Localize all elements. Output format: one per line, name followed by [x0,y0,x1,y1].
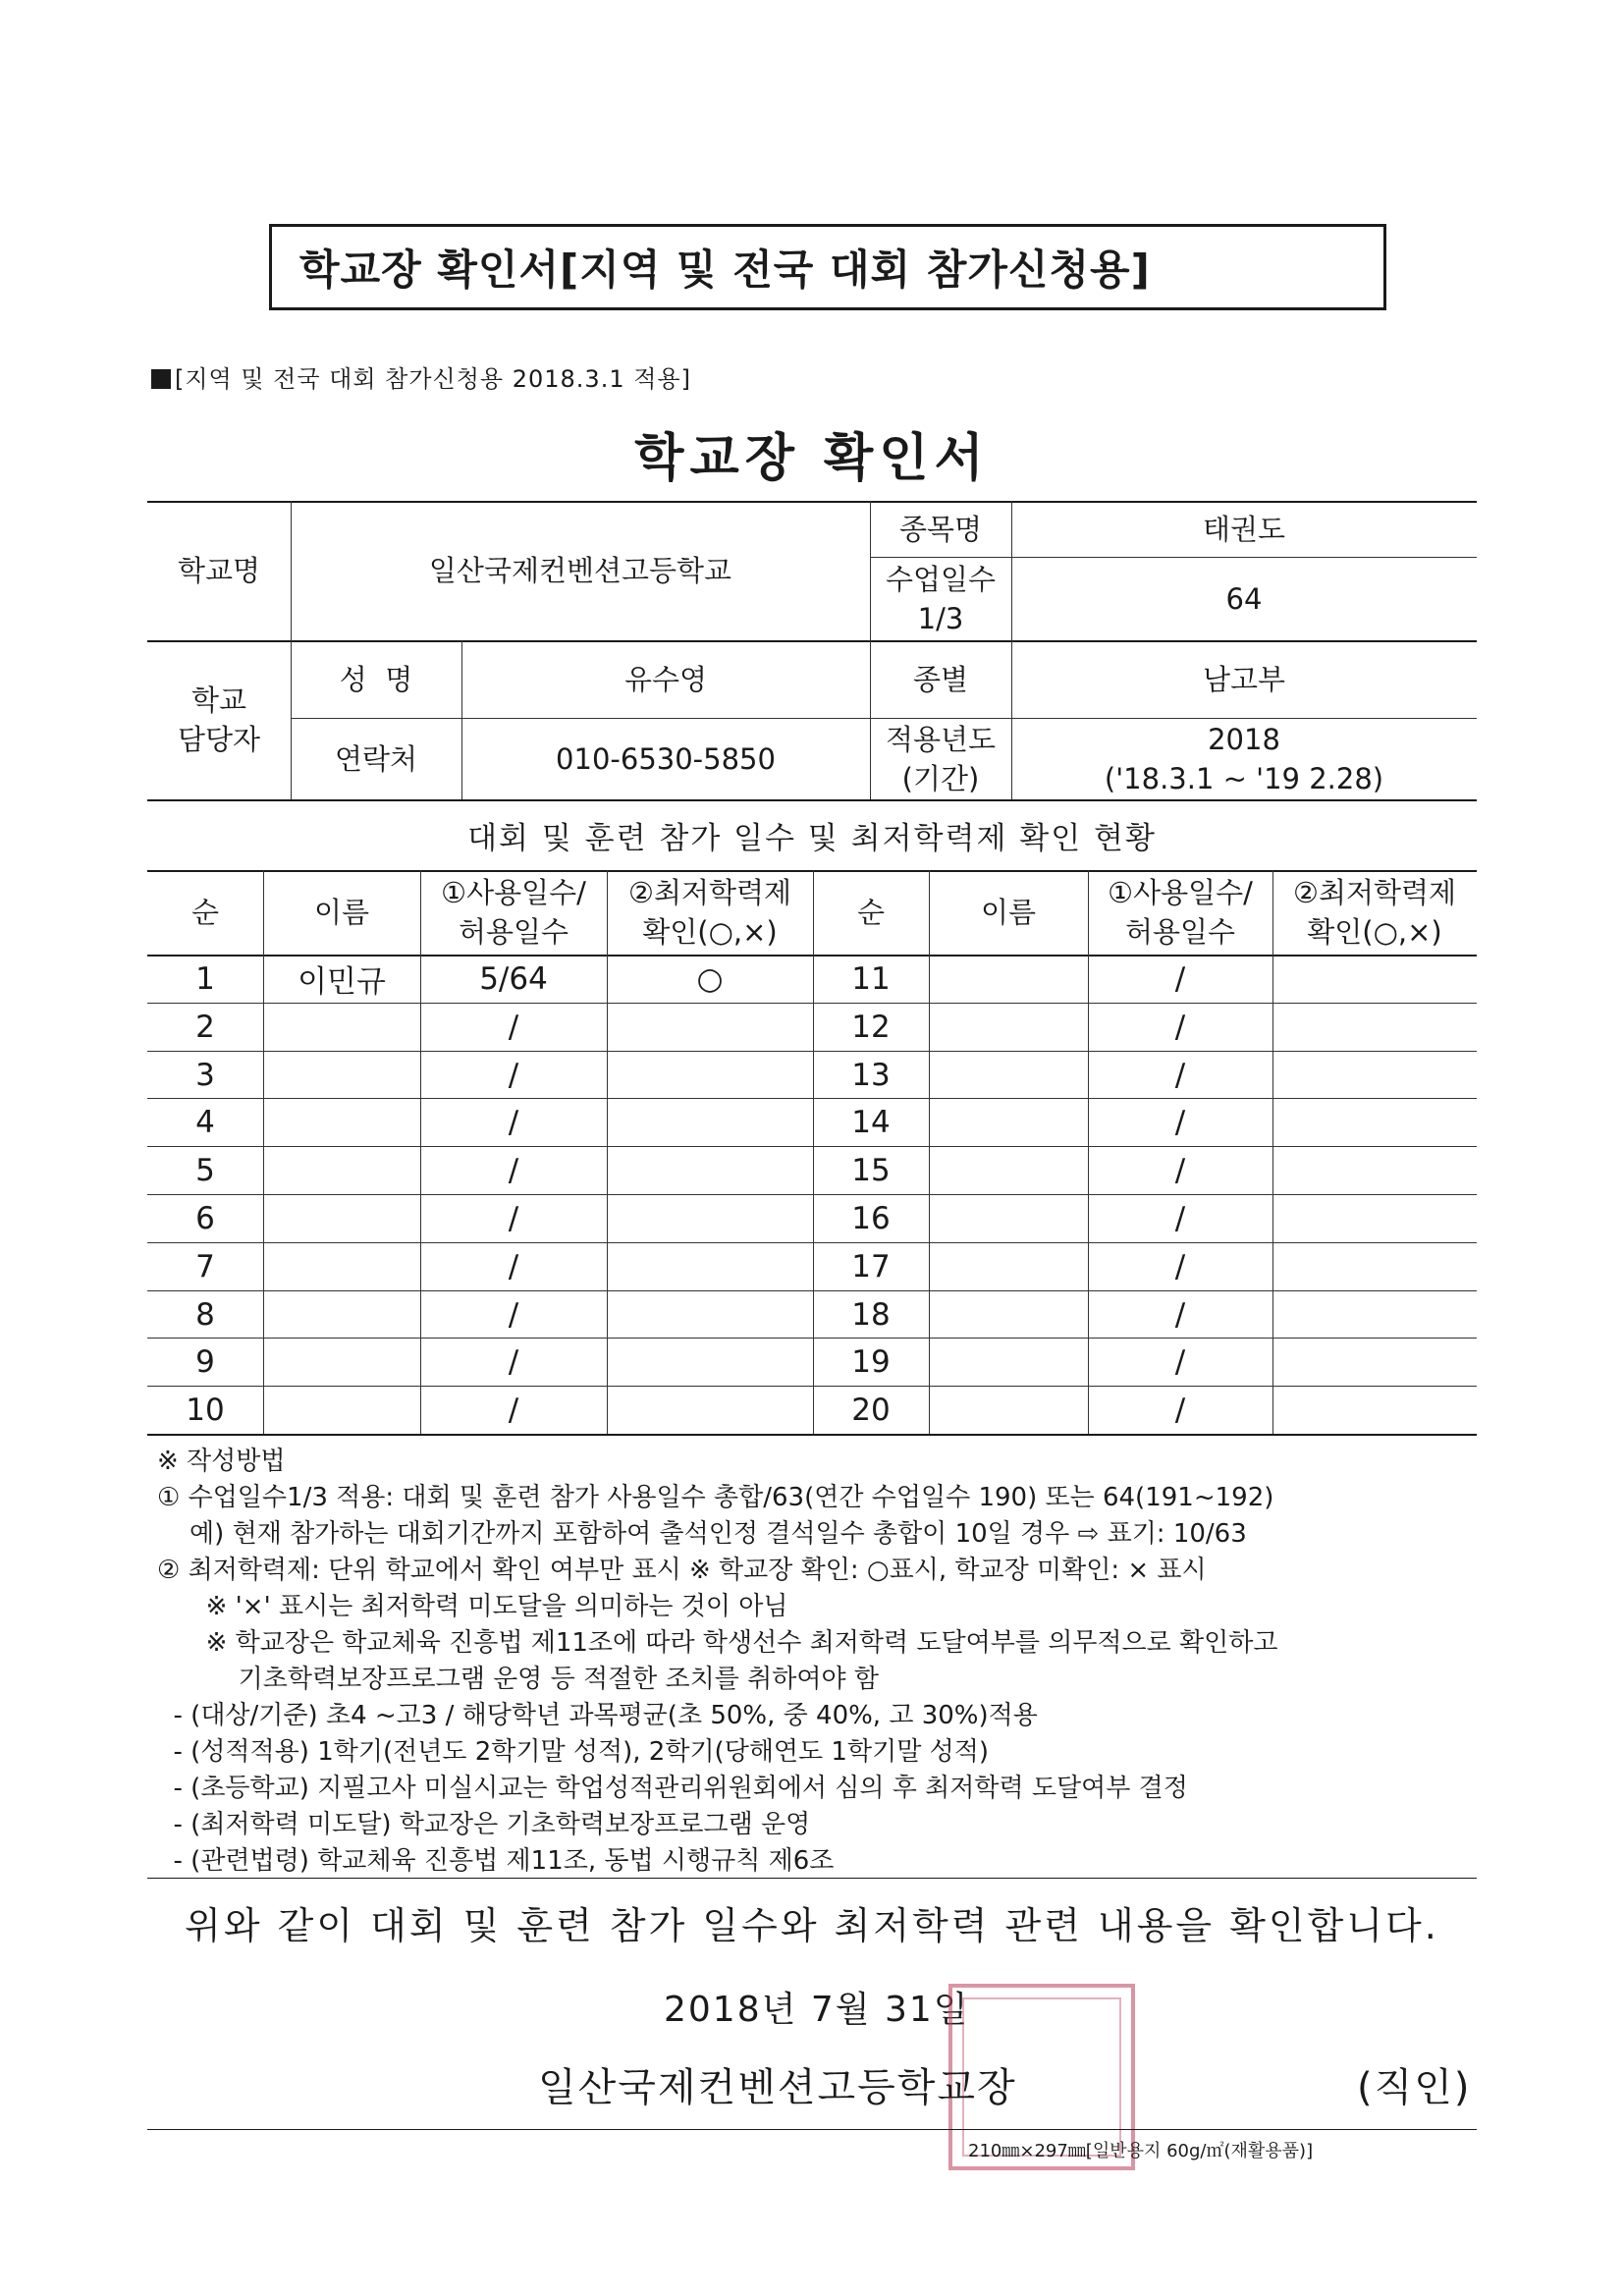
row-no-cell: 6 [195,1200,215,1236]
row-days-cell: / [508,1392,519,1428]
row-no-cell: 5 [195,1152,215,1188]
header-check-line1: ②최저학력제 [1292,876,1457,909]
header-days-line1: ①사용일수/ [1108,876,1253,909]
note-line: ① 수업일수1/3 적용: 대회 및 훈련 참가 사용일수 총합/63(연간 수업일수 190) 또는 64(191~192) [157,1483,1274,1512]
year-value-line2: ('18.3.1 ~ '19 2.28) [1104,761,1384,795]
header-days-line2: 허용일수 [458,915,569,949]
row-name-cell [263,1146,420,1194]
row-check-cell [607,1051,813,1099]
row-check-cell [607,1003,813,1051]
category-label: 종별 [912,662,969,696]
paper-spec: 210㎜×297㎜[일반용지 60g/㎡(재활용품)] [968,2141,1314,2161]
row-check-cell [1272,1386,1477,1434]
header-check-right [1272,870,1477,955]
row-days-cell: 5/64 [479,960,548,997]
row-days-cell: / [508,1200,519,1236]
note-line: - (초등학교) 지필고사 미실시교는 학업성적관리위원회에서 심의 후 최저학력 도달여부 결정 [157,1774,1188,1803]
row-name-cell [929,1242,1088,1290]
row-days-cell: / [508,1343,519,1380]
header-check-line2: 확인(○,×) [1307,915,1442,949]
header-no-right: 순 [856,896,885,929]
row-no-cell: 13 [851,1057,891,1093]
row-days-cell: / [1174,1392,1186,1428]
writing-instructions [157,1444,1278,1880]
row-check-cell [607,1194,813,1242]
seal-label: (직인) [1357,2065,1472,2110]
row-check-cell [1272,1003,1477,1051]
row-check-cell [607,1338,813,1386]
note-line: - (최저학력 미도달) 학교장은 기초학력보장프로그램 운영 [157,1810,811,1839]
document-title: 학교장 확인서 [634,429,990,488]
classdays-label-line2: 1/3 [917,601,964,635]
staff-label-line1: 학교 [190,683,247,717]
row-check-cell [607,1098,813,1146]
note-line: - (대상/기준) 초4 ~고3 / 해당학년 과목평균(초 50%, 중 40%, 고 30%)적용 [157,1701,1038,1730]
row-days-cell: / [1174,1248,1186,1285]
header-no-left: 순 [190,896,219,929]
row-days-cell: / [1174,1104,1186,1140]
row-no-cell: 9 [195,1343,215,1380]
note-line: 기초학력보장프로그램 운영 등 적절한 조치를 취하여야 함 [157,1665,880,1694]
event-value: 태권도 [1202,512,1286,546]
row-name-cell [929,1146,1088,1194]
row-no-cell: 2 [195,1009,215,1045]
row-check-cell [1272,1146,1477,1194]
row-no-cell: 1 [195,960,215,997]
row-check-cell [1272,1290,1477,1339]
row-name-cell [929,1290,1088,1339]
contact-label: 연락처 [334,741,418,776]
row-days-cell: / [508,1009,519,1045]
row-no-cell: 20 [851,1392,891,1428]
row-days-cell: / [508,1104,519,1140]
section-title: 대회 및 훈련 참가 일수 및 최저학력제 확인 현황 [467,820,1157,856]
row-days-cell: / [1174,1152,1186,1188]
row-no-cell: 3 [195,1057,215,1093]
header-days-line2: 허용일수 [1124,915,1236,949]
note-line: ※ '×' 표시는 최저학력 미도달을 의미하는 것이 아님 [157,1592,788,1621]
square-bullet-icon [151,369,171,389]
row-name-cell [263,1386,420,1434]
row-no-cell: 17 [851,1248,891,1285]
row-days-cell: / [1174,1200,1186,1236]
header-days-left [420,870,607,955]
school-value: 일산국제컨벤션고등학교 [428,554,732,587]
row-check-cell [607,1146,813,1194]
row-check-cell [607,1242,813,1290]
row-name-cell [929,1003,1088,1051]
notes-divider [147,1878,1477,1879]
row-days-cell: / [1174,1296,1186,1333]
subheading-text: [지역 및 전국 대회 참가신청용 2018.3.1 적용] [175,365,691,393]
principal-signature: 일산국제컨벤션고등학교장 [538,2065,1017,2110]
classdays-label-line1: 수업일수 [885,562,997,596]
row-name-cell [929,1338,1088,1386]
row-name-cell [263,1098,420,1146]
row-name-cell [929,1386,1088,1434]
row-check-cell [607,1386,813,1434]
row-no-cell: 19 [851,1343,891,1380]
row-no-cell: 11 [851,960,891,997]
row-name-cell [929,1051,1088,1099]
row-no-cell: 7 [195,1248,215,1285]
header-check-left [607,870,813,955]
year-label-line2: (기간) [901,761,980,795]
row-no-cell: 8 [195,1296,215,1333]
row-check-cell [1272,1338,1477,1386]
table-bottom-border [147,1434,1477,1436]
row-days-cell: / [1174,1009,1186,1045]
confirmation-statement: 위와 같이 대회 및 훈련 참가 일수와 최저학력 관련 내용을 확인합니다. [185,1904,1439,1947]
row-days-cell: / [508,1296,519,1333]
row-days-cell: / [508,1248,519,1285]
footer-divider [147,2129,1477,2130]
year-label [870,718,1011,799]
row-check-cell [1272,1051,1477,1099]
classdays-value: 64 [1225,581,1263,616]
row-no-cell: 14 [851,1104,891,1140]
row-name-cell [263,1003,420,1051]
header-days-right [1088,870,1272,955]
row-no-cell: 10 [186,1392,225,1428]
note-line: - (성적적용) 1학기(전년도 2학기말 성적), 2학기(당해연도 1학기말 성적) [157,1737,989,1767]
boxed-title: 학교장 확인서[지역 및 전국 대회 참가신청용] [269,224,1386,310]
year-value-line1: 2018 [1208,722,1280,756]
note-line: ※ 학교장은 학교체육 진흥법 제11조에 따라 학생선수 최저학력 도달여부를 의무적으로 확인하고 [157,1628,1278,1658]
year-label-line1: 적용년도 [885,722,997,756]
note-line: 예) 현재 참가하는 대회기간까지 포함하여 출석인정 결석일수 총합이 10일 경우 ⇨ 표기: 10/63 [157,1519,1247,1549]
year-value [1011,718,1477,799]
staff-label [147,640,291,799]
row-name-cell [929,955,1088,1003]
row-name-cell [263,1194,420,1242]
row-name-cell [929,1194,1088,1242]
header-name-right: 이름 [980,896,1037,929]
row-name-cell [263,1338,420,1386]
row-check-cell [1272,955,1477,1003]
row-name-cell [263,1051,420,1099]
row-days-cell: / [508,1057,519,1093]
row-check-cell [1272,1194,1477,1242]
school-label: 학교명 [177,554,261,587]
classdays-label [870,557,1011,640]
row-no-cell: 16 [851,1200,891,1236]
row-days-cell: / [1174,960,1186,997]
row-no-cell: 15 [851,1152,891,1188]
header-check-line1: ②최저학력제 [627,876,792,909]
row-name-cell [263,1290,420,1339]
header-check-line2: 확인(○,×) [642,915,778,949]
row-check-cell: ○ [696,960,724,997]
note-line: ※ 작성방법 [157,1447,286,1476]
row-no-cell: 4 [195,1104,215,1140]
row-name-cell [929,1098,1088,1146]
note-line: ② 최저학력제: 단위 학교에서 확인 여부만 표시 ※ 학교장 확인: ○표시, 학교장 미확인: × 표시 [157,1556,1207,1585]
staff-label-line2: 담당자 [177,723,261,756]
row-no-cell: 12 [851,1009,891,1045]
row-days-cell: / [1174,1343,1186,1380]
row-check-cell [607,1290,813,1339]
row-name-cell: 이민규 [298,964,386,1000]
row-check-cell [1272,1242,1477,1290]
row-check-cell [1272,1098,1477,1146]
subheading [151,359,691,394]
name-label: 성 명 [339,662,413,696]
row-days-cell: / [508,1152,519,1188]
category-value: 남고부 [1202,662,1286,696]
issue-date: 2018년 7월 31일 [664,1990,970,2030]
row-name-cell [263,1242,420,1290]
contact-value: 010-6530-5850 [556,741,776,776]
row-days-cell: / [1174,1057,1186,1093]
row-no-cell: 18 [851,1296,891,1333]
info-bottom-border [147,799,1477,801]
note-line: - (관련법령) 학교체육 진흥법 제11조, 동법 시행규칙 제6조 [157,1846,835,1876]
header-days-line1: ①사용일수/ [441,876,586,909]
header-name-left: 이름 [313,896,370,929]
name-value: 유수영 [623,662,708,696]
event-label: 종목명 [898,512,983,546]
